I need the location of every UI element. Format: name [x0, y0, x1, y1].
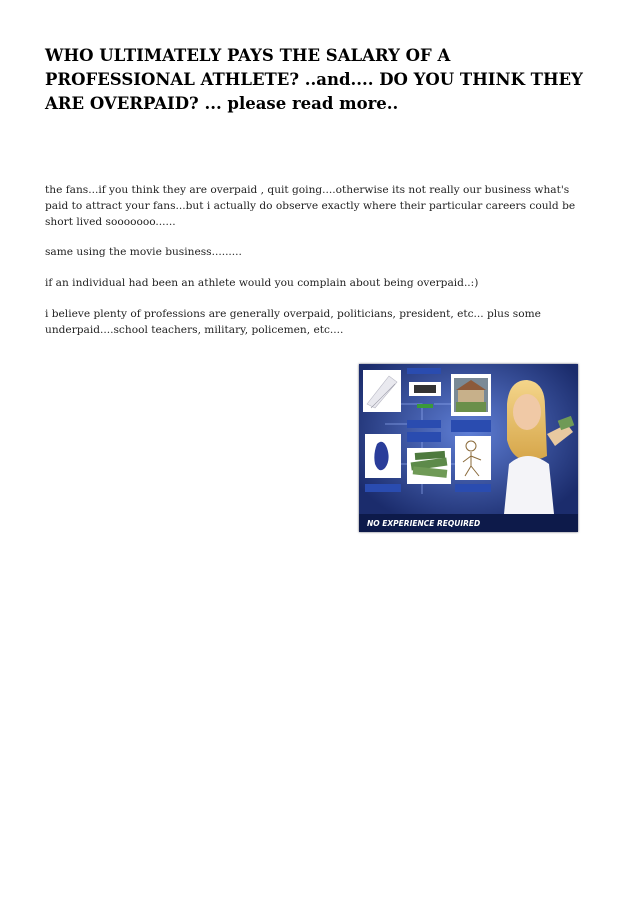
figure-panel — [365, 434, 401, 478]
paper-panel — [363, 370, 401, 412]
paragraph-fans: the fans...if you think they are overpaid , quit going....otherwise its not really our business what's paid to attract your fans...but i actually do observe exactly where their particular careers could be short lived sooooooo...... — [45, 184, 576, 228]
money-panel — [407, 448, 451, 484]
advertisement-image — [359, 364, 578, 532]
ad-illustration — [359, 364, 578, 532]
building-panel — [451, 374, 491, 416]
sketch-panel — [455, 436, 491, 480]
ad-banner-text: NO EXPERIENCE REQUIRED — [367, 519, 481, 528]
paragraph-athlete-question: if an individual had been an athlete would you complain about being overpaid..:) — [45, 277, 479, 289]
paragraph-movie-business: same using the movie business......... — [45, 246, 242, 258]
page-title: WHO ULTIMATELY PAYS THE SALARY OF A PROFESSIONAL ATHLETE? ..and.... DO YOU THINK THEY ARE OVERPAID? ... please read more.. — [45, 46, 583, 113]
paragraph-professions: i believe plenty of professions are generally overpaid, politicians, president, etc... plus some underpaid....school teachers, military, policemen, etc.... — [45, 308, 541, 336]
